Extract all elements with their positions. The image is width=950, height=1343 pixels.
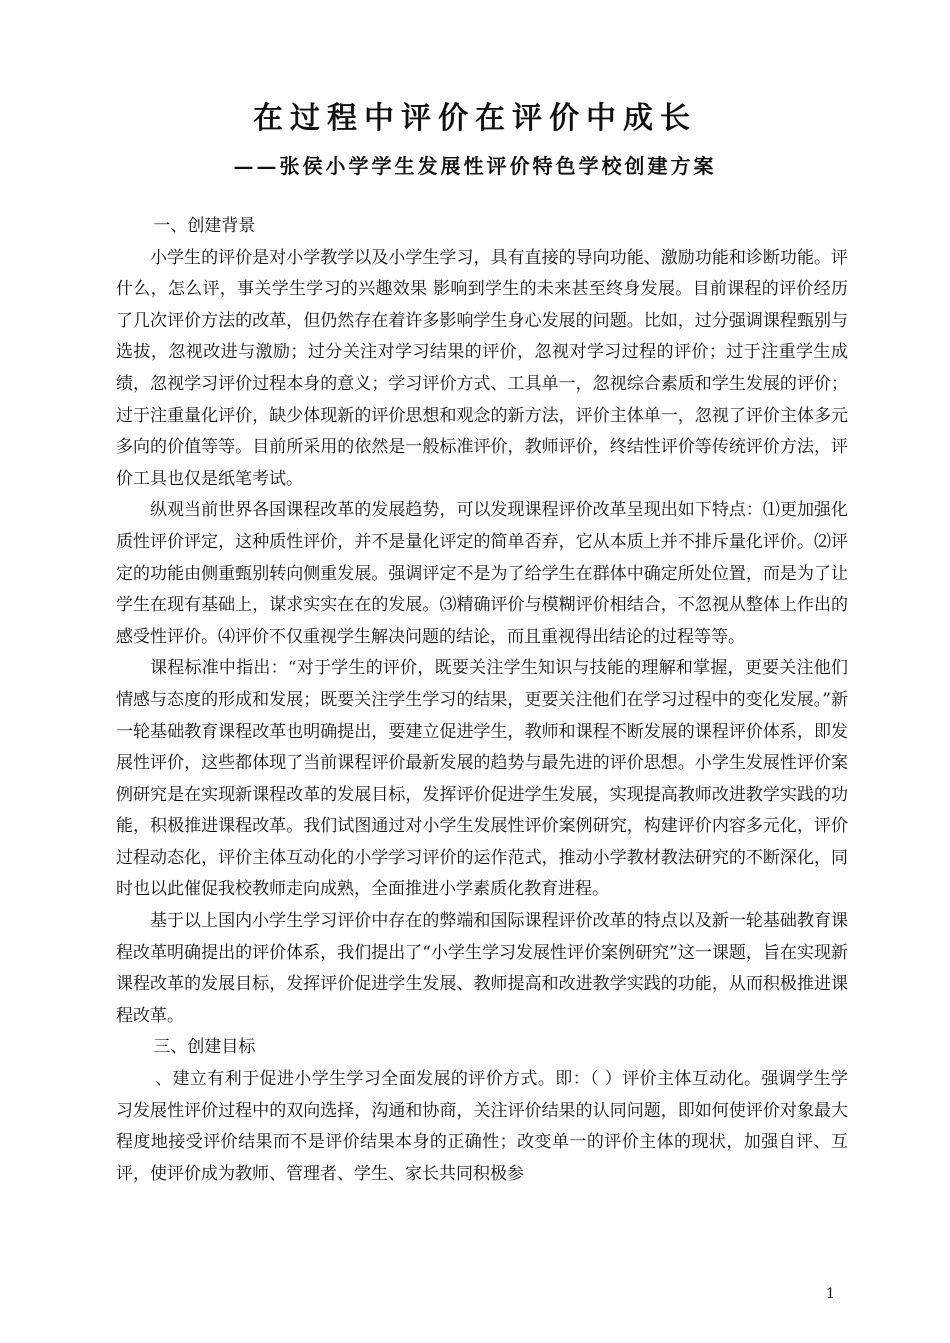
section-heading-goals: 三、创建目标 <box>153 1037 256 1058</box>
paragraph-background-1: 小学生的评价是对小学教学以及小学生学习，具有直接的导向功能、激励功能和诊断功能。评什么，怎么评，事关学生学习的兴趣效果 影响到学生的未来甚至终身发展。目前课程的评价经历了几次评价方法的改革，但仍然存在着许多影响学生身心发展的问题。比如，过分强调课程甄别与选拔，忽视改进与激励；过分关注对学习结果的评价，忽视对学习过程的评价；过于注重学生成绩，忽视学习评价过程本身的意义；学习评价方式、工具单一，忽视综合素质和学生发展的评价；过于注重量化评价，缺少体现新的评价思想和观念的新方法，评价主体单一，忽视了评价主体多元多向的价值等等。目前所采用的依然是一般标准评价，教师评价，终结性评价等传统评价方法，评价工具也仅是纸笔考试。 <box>116 247 848 489</box>
paragraph-background-3: 课程标准中指出：“对于学生的评价，既要关注学生知识与技能的理解和掌握，更要关注他们情感与态度的形成和发展；既要关注学生学习的结果，更要关注他们在学习过程中的变化发展。”新一轮基础教育课程改革也明确提出，要建立促进学生，教师和课程不断发展的课程评价体系，即发展性评价，这些都体现了当前课程评价最新发展的趋势与最先进的评价思想。小学生发展性评价案例研究是在实现新课程改革的发展目标，发挥评价促进学生发展，实现提高教师改进教学实践的功能，积极推进课程改革。我们试图通过对小学生发展性评价案例研究，构建评价内容多元化，评价过程动态化，评价主体互动化的小学学习评价的运作范式，推动小学教材教法研究的不断深化，同时也以此催促我校教师走向成熟，全面推进小学素质化教育进程。 <box>116 658 848 900</box>
document-body <box>116 211 848 1190</box>
document-title: 在过程中评价在评价中成长 <box>253 101 697 136</box>
paragraph-background-2: 纵观当前世界各国课程改革的发展趋势，可以发现课程评价改革呈现出如下特点：⑴更加强化质性评价评定，这种质性评价，并不是量化评定的简单否弃，它从本质上并不排斥量化评价。⑵评定的功能由侧重甄别转向侧重发展。强调评定不是为了给学生在群体中确定所处位置，而是为了让学生在现有基础上，谋求实实在在的发展。⑶精确评价与模糊评价相结合，不忽视从整体上作出的感受性评价。⑷评价不仅重视学生解决问题的结论，而且重视得出结论的过程等等。 <box>116 500 848 647</box>
paragraph-goal-1: 、建立有利于促进小学生学习全面发展的评价方式。即：（ ）评价主体互动化。强调学生学习发展性评价过程中的双向选择，沟通和协商，关注评价结果的认同问题，即如何使评价对象最大程度地接受评价结果而不是评价结果本身的正确性；改变单一的评价主体的现状，加强自评、互评，使评价成为教师、管理者、学生、家长共同积极参 <box>116 1069 848 1184</box>
paragraph-background-4: 基于以上国内小学生学习评价中存在的弊端和国际课程评价改革的特点以及新一轮基础教育课程改革明确提出的评价体系，我们提出了“小学生学习发展性评价案例研究”这一课题，旨在实现新课程改革的发展目标，发挥评价促进学生发展、教师提高和改进教学实践的功能，从而积极推进课程改革。 <box>116 911 848 1026</box>
section-heading-background: 一、创建背景 <box>153 216 256 236</box>
document-subtitle: ——张侯小学学生发展性评价特色学校创建方案 <box>233 154 717 178</box>
page-number: 1 <box>826 1286 835 1302</box>
